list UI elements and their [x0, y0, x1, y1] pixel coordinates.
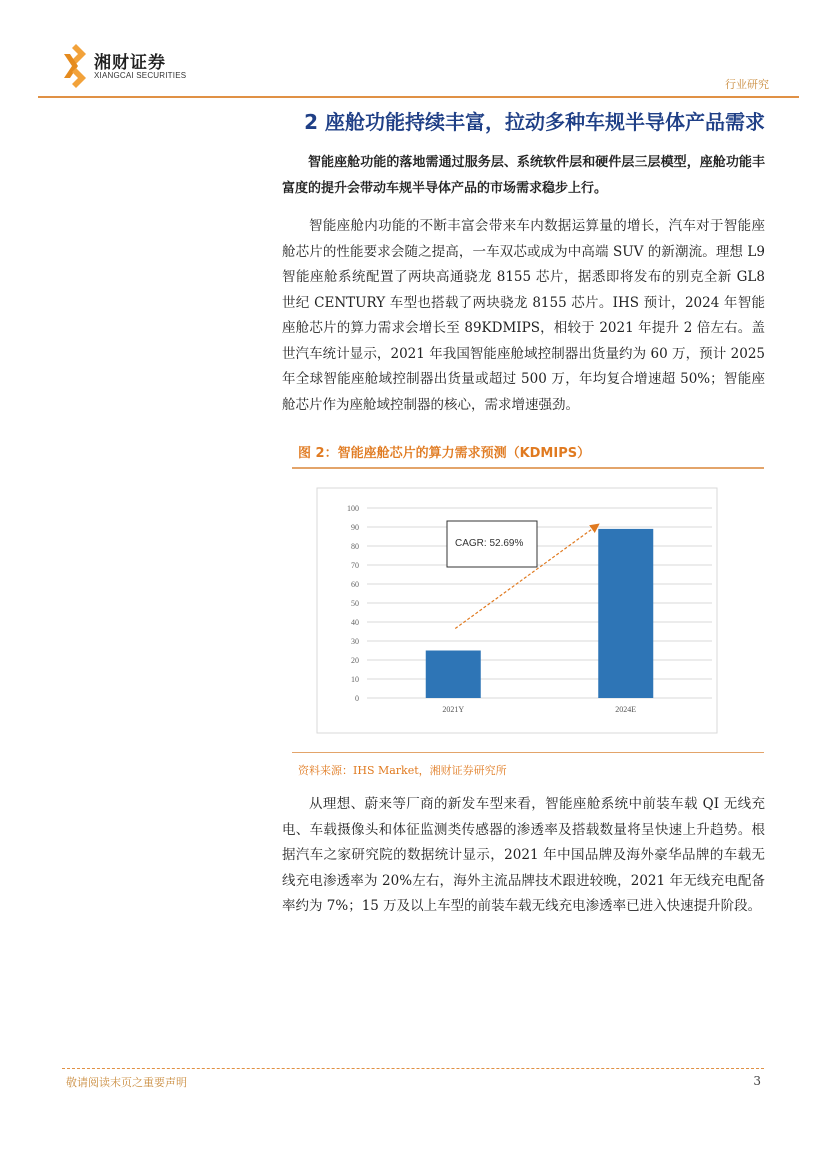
- report-category: 行业研究: [725, 78, 769, 91]
- cagr-annotation: CAGR: 52.69%: [455, 538, 524, 549]
- chart-y-ticks: [347, 504, 359, 703]
- y-tick-label: 10: [351, 675, 359, 684]
- body-paragraph-1: [282, 214, 765, 418]
- footer-disclaimer: 敬请阅读末页之重要声明: [66, 1076, 187, 1089]
- logo-chinese-name: 湘财证券: [94, 53, 166, 73]
- paragraph-2-text: 从理想、蔚来等厂商的新发车型来看，智能座舱系统中前装车载 QI 无线充电、车载摄像头和体征监测类传感器的渗透率及搭载数量将呈快速上升趋势。根据汽车之家研究院的数据统计显示，2021 年中国品牌及海外豪华品牌的车载无线充电渗透率为 20%左右，海外主流品牌技术跟进较晚，2021 年无线充电配备率约为 7%；15 万及以上车型的前装车载无线充电渗透率已进入快速提升阶段。: [282, 796, 765, 914]
- bar-2024E: [598, 529, 653, 698]
- company-logo: [62, 44, 187, 90]
- chart-gridlines: [367, 508, 712, 698]
- y-tick-label: 40: [351, 618, 359, 627]
- xiangcai-logo-icon: [62, 44, 88, 88]
- figure-top-rule: [292, 467, 764, 469]
- header-divider: [38, 96, 799, 98]
- summary-text: 智能座舱功能的落地需通过服务层、系统软件层和硬件层三层模型，座舱功能丰富度的提升会带动车规半导体产品的市场需求稳步上行。: [282, 155, 765, 196]
- y-tick-label: 30: [351, 637, 359, 646]
- paragraph-1-text: 智能座舱内功能的不断丰富会带来车内数据运算量的增长，汽车对于智能座舱芯片的性能要求会随之提高，一车双芯或成为中高端 SUV 的新潮流。理想 L9 智能座舱系统配置了两块高通骁龙 8155 芯片，据悉即将发布的别克全新 GL8 世纪 CENTURY 车型也搭载了两块骁龙 8155 芯片。IHS 预计，2024 年智能座舱芯片的算力需求会增长至 89KDMIPS，相较于 2021 年提升 2 倍左右。盖世汽车统计显示，2021 年我国智能座舱域控制器出货量约为 60 万，预计 2025 年全球智能座舱域控制器出货量或超过 500 万，年均复合增速超 50%；智能座舱芯片作为座舱域控制器的核心，需求增速强劲。: [282, 218, 765, 413]
- page-number: 3: [753, 1074, 761, 1088]
- section-title: 2 座舱功能持续丰富，拉动多种车规半导体产品需求: [304, 110, 765, 134]
- figure-source: 资料来源：IHS Market，湘财证券研究所: [298, 764, 507, 777]
- logo-english-name: XIANGCAI SECURITIES: [94, 71, 187, 80]
- figure-title: 图 2：智能座舱芯片的算力需求预测（KDMIPS）: [298, 446, 591, 461]
- chart-x-ticks: [442, 705, 636, 714]
- body-paragraph-2: [282, 792, 765, 920]
- x-tick-label: 2024E: [615, 705, 637, 714]
- y-tick-label: 60: [351, 580, 359, 589]
- y-tick-label: 80: [351, 542, 359, 551]
- y-tick-label: 70: [351, 561, 359, 570]
- footer-divider: [62, 1068, 764, 1069]
- y-tick-label: 0: [355, 694, 359, 703]
- figure-bottom-rule: [292, 752, 764, 753]
- computing-demand-bar-chart: [292, 478, 764, 748]
- x-tick-label: 2021Y: [442, 705, 465, 714]
- y-tick-label: 20: [351, 656, 359, 665]
- y-tick-label: 100: [347, 504, 359, 513]
- y-tick-label: 90: [351, 523, 359, 532]
- y-tick-label: 50: [351, 599, 359, 608]
- bar-2021Y: [426, 651, 481, 699]
- summary-paragraph: [282, 150, 765, 201]
